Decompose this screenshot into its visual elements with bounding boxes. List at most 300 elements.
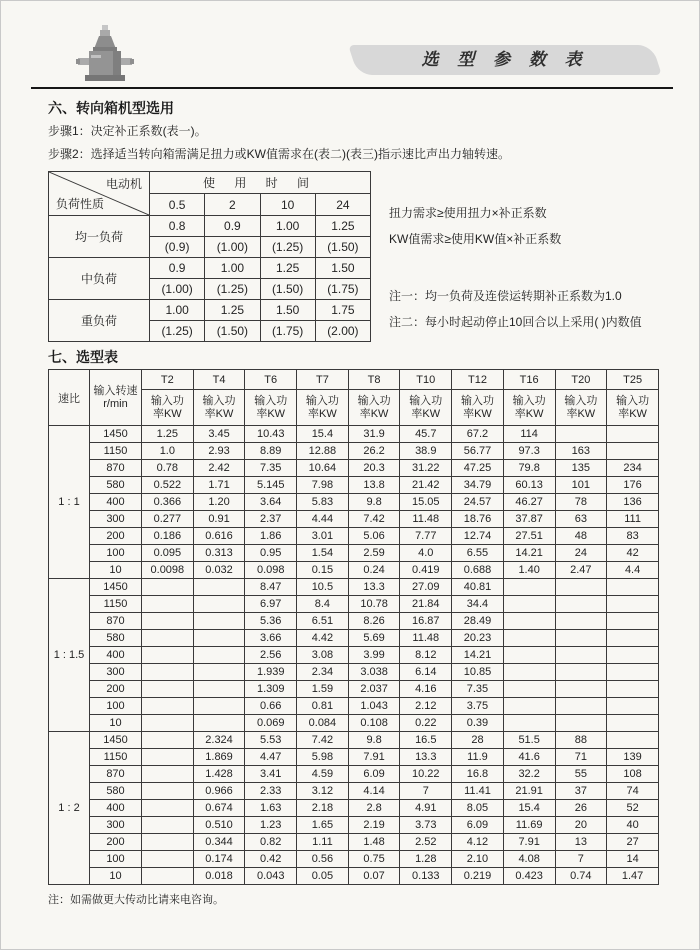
power-value: 2.33 (245, 783, 297, 800)
power-value: 12.88 (297, 443, 349, 460)
power-value (555, 715, 607, 732)
power-value: 16.5 (400, 732, 452, 749)
power-value: 74 (607, 783, 659, 800)
power-value (142, 783, 194, 800)
power-value: 0.522 (142, 477, 194, 494)
power-value: 3.73 (400, 817, 452, 834)
usage-hours-header: 10 (260, 194, 315, 216)
power-value: 5.53 (245, 732, 297, 749)
power-value: 88 (555, 732, 607, 749)
selection-row (49, 817, 659, 834)
factor-value-paren: (1.00) (150, 279, 205, 300)
power-value (607, 426, 659, 443)
power-value (607, 443, 659, 460)
power-value: 18.76 (452, 511, 504, 528)
power-value (142, 630, 194, 647)
input-power-header: 输入功 率KW (503, 390, 555, 426)
factor-table-notes (389, 283, 642, 335)
power-value (555, 698, 607, 715)
ratio-label: 1 : 2 (49, 732, 90, 885)
power-value (193, 681, 245, 698)
factor-row (49, 258, 371, 279)
power-value (503, 596, 555, 613)
power-value: 3.45 (193, 426, 245, 443)
power-value: 10.85 (452, 664, 504, 681)
selection-row (49, 647, 659, 664)
power-value: 0.81 (297, 698, 349, 715)
power-value: 4.44 (297, 511, 349, 528)
section6-step1: 步骤1：决定补正系数(表一)。 (48, 124, 207, 138)
power-value (607, 630, 659, 647)
input-power-header: 输入功 率KW (452, 390, 504, 426)
power-value: 4.47 (245, 749, 297, 766)
power-value: 3.12 (297, 783, 349, 800)
power-value: 3.038 (348, 664, 400, 681)
power-value: 16.8 (452, 766, 504, 783)
factor-value: 1.25 (315, 216, 370, 237)
power-value: 7.42 (348, 511, 400, 528)
power-value: 135 (555, 460, 607, 477)
power-value: 20.23 (452, 630, 504, 647)
factor-value: 1.00 (260, 216, 315, 237)
power-value (193, 664, 245, 681)
model-header-t12: T12 (452, 370, 504, 390)
corner-label-load: 负荷性质 (56, 197, 105, 211)
factor-value: 1.00 (150, 300, 205, 321)
model-header-t8: T8 (348, 370, 400, 390)
input-speed-value: 870 (90, 613, 142, 630)
power-value: 176 (607, 477, 659, 494)
power-value: 16.87 (400, 613, 452, 630)
power-value: 8.26 (348, 613, 400, 630)
header-divider (31, 87, 673, 89)
power-value: 0.277 (142, 511, 194, 528)
gearbox-product-photo (74, 25, 136, 87)
power-value: 6.14 (400, 664, 452, 681)
power-value: 21.84 (400, 596, 452, 613)
factor-row (49, 300, 371, 321)
power-value: 1.65 (297, 817, 349, 834)
power-value: 0.688 (452, 562, 504, 579)
power-value: 15.4 (503, 800, 555, 817)
power-value (142, 613, 194, 630)
selection-row (49, 494, 659, 511)
power-value: 10.5 (297, 579, 349, 596)
power-value (555, 664, 607, 681)
page-title-banner (348, 45, 662, 75)
section6-step2: 步骤2：选择适当转向箱需满足扭力或KW值需求在(表二)(表三)指示速比声出力轴转速。 (48, 147, 510, 161)
requirement-formulas (389, 200, 561, 252)
power-value: 0.56 (297, 851, 349, 868)
note-2: 注二：每小时起动停止10回合以上采用( )内数值 (389, 315, 642, 329)
power-value: 2.59 (348, 545, 400, 562)
selection-row (49, 528, 659, 545)
power-value: 3.41 (245, 766, 297, 783)
input-power-header: 输入功 率KW (348, 390, 400, 426)
input-speed-value: 400 (90, 647, 142, 664)
model-header-t4: T4 (193, 370, 245, 390)
power-value (193, 613, 245, 630)
power-value: 31.22 (400, 460, 452, 477)
input-speed-value: 300 (90, 817, 142, 834)
power-value: 15.05 (400, 494, 452, 511)
input-speed-value: 10 (90, 562, 142, 579)
selection-row (49, 800, 659, 817)
power-value: 83 (607, 528, 659, 545)
power-value: 163 (555, 443, 607, 460)
ratio-label: 1 : 1 (49, 426, 90, 579)
power-value: 47.25 (452, 460, 504, 477)
power-value: 8.47 (245, 579, 297, 596)
power-value (142, 749, 194, 766)
power-value: 0.098 (245, 562, 297, 579)
power-value: 2.324 (193, 732, 245, 749)
power-value: 78 (555, 494, 607, 511)
input-power-header: 输入功 率KW (607, 390, 659, 426)
power-value: 0.24 (348, 562, 400, 579)
power-value (193, 698, 245, 715)
selection-row (49, 664, 659, 681)
power-value: 2.52 (400, 834, 452, 851)
factor-value: 1.25 (205, 300, 260, 321)
load-type-label: 中负荷 (49, 258, 150, 300)
power-value: 6.51 (297, 613, 349, 630)
factor-value-paren: (2.00) (315, 321, 370, 342)
power-value: 5.83 (297, 494, 349, 511)
power-value: 1.428 (193, 766, 245, 783)
power-value (555, 579, 607, 596)
selection-row (49, 698, 659, 715)
power-value: 15.4 (297, 426, 349, 443)
power-value: 31.9 (348, 426, 400, 443)
input-power-header: 输入功 率KW (400, 390, 452, 426)
power-value: 71 (555, 749, 607, 766)
power-value: 0.674 (193, 800, 245, 817)
power-value: 14.21 (503, 545, 555, 562)
selection-row (49, 732, 659, 749)
power-value: 97.3 (503, 443, 555, 460)
power-value (503, 579, 555, 596)
power-value: 0.419 (400, 562, 452, 579)
power-value: 3.01 (297, 528, 349, 545)
input-power-header: 输入功 率KW (297, 390, 349, 426)
power-value: 46.27 (503, 494, 555, 511)
power-value: 1.25 (142, 426, 194, 443)
selection-row (49, 545, 659, 562)
load-type-label: 均一负荷 (49, 216, 150, 258)
power-value: 136 (607, 494, 659, 511)
power-value: 4.0 (400, 545, 452, 562)
power-value: 0.084 (297, 715, 349, 732)
power-value (503, 647, 555, 664)
power-value (555, 613, 607, 630)
model-header-t16: T16 (503, 370, 555, 390)
power-value (142, 647, 194, 664)
power-value: 1.48 (348, 834, 400, 851)
power-value: 24.57 (452, 494, 504, 511)
power-value (607, 579, 659, 596)
power-value: 108 (607, 766, 659, 783)
selection-row (49, 681, 659, 698)
section7-heading: 七、选型表 (48, 349, 118, 365)
power-value (193, 579, 245, 596)
selection-row (49, 579, 659, 596)
power-value (193, 715, 245, 732)
input-speed-value: 10 (90, 715, 142, 732)
power-value: 0.95 (245, 545, 297, 562)
selection-row (49, 851, 659, 868)
power-value: 4.08 (503, 851, 555, 868)
power-value: 0.616 (193, 528, 245, 545)
selection-row (49, 443, 659, 460)
power-value: 0.74 (555, 868, 607, 885)
power-value: 8.89 (245, 443, 297, 460)
input-speed-value: 1450 (90, 579, 142, 596)
usage-time-header: 使 用 时 间 (150, 172, 371, 194)
usage-hours-header: 24 (315, 194, 370, 216)
note-1: 注一：均一负荷及连偿运转期补正系数为1.0 (389, 289, 622, 303)
power-value: 6.09 (452, 817, 504, 834)
power-value: 0.07 (348, 868, 400, 885)
power-value: 40.81 (452, 579, 504, 596)
power-value: 5.145 (245, 477, 297, 494)
power-value: 0.39 (452, 715, 504, 732)
ratio-column-header: 速比 (49, 370, 90, 426)
power-value: 4.16 (400, 681, 452, 698)
power-value: 114 (503, 426, 555, 443)
power-value: 2.34 (297, 664, 349, 681)
power-value: 0.0098 (142, 562, 194, 579)
input-speed-value: 300 (90, 664, 142, 681)
power-value: 0.91 (193, 511, 245, 528)
power-value: 79.8 (503, 460, 555, 477)
power-value: 0.22 (400, 715, 452, 732)
power-value: 8.4 (297, 596, 349, 613)
power-value (142, 817, 194, 834)
input-speed-value: 1450 (90, 732, 142, 749)
power-value: 27.09 (400, 579, 452, 596)
power-value: 2.37 (245, 511, 297, 528)
power-value: 2.037 (348, 681, 400, 698)
selection-table (48, 369, 659, 885)
factor-value-paren: (1.50) (205, 321, 260, 342)
power-value: 8.12 (400, 647, 452, 664)
input-power-header: 输入功 率KW (193, 390, 245, 426)
power-value: 56.77 (452, 443, 504, 460)
input-speed-value: 100 (90, 851, 142, 868)
selection-row (49, 868, 659, 885)
power-value (607, 613, 659, 630)
power-value: 0.423 (503, 868, 555, 885)
factor-value: 1.25 (260, 258, 315, 279)
power-value (142, 868, 194, 885)
selection-row (49, 783, 659, 800)
power-value: 1.309 (245, 681, 297, 698)
factor-value: 0.9 (205, 216, 260, 237)
power-value: 0.82 (245, 834, 297, 851)
power-value: 26.2 (348, 443, 400, 460)
power-value: 28 (452, 732, 504, 749)
power-value: 11.9 (452, 749, 504, 766)
factor-value-paren: (1.50) (315, 237, 370, 258)
power-value: 14.21 (452, 647, 504, 664)
power-value (142, 579, 194, 596)
power-value: 6.09 (348, 766, 400, 783)
power-value: 20.3 (348, 460, 400, 477)
power-value: 2.56 (245, 647, 297, 664)
power-value: 0.219 (452, 868, 504, 885)
model-header-t20: T20 (555, 370, 607, 390)
power-value (607, 596, 659, 613)
model-header-row (49, 370, 659, 390)
power-value: 38.9 (400, 443, 452, 460)
power-value (142, 851, 194, 868)
power-value: 6.55 (452, 545, 504, 562)
input-speed-value: 1150 (90, 596, 142, 613)
power-value: 13.3 (348, 579, 400, 596)
power-value: 4.12 (452, 834, 504, 851)
power-value: 3.66 (245, 630, 297, 647)
power-value: 24 (555, 545, 607, 562)
power-value: 1.86 (245, 528, 297, 545)
power-value: 63 (555, 511, 607, 528)
factor-value-paren: (1.00) (205, 237, 260, 258)
factor-value-paren: (1.25) (260, 237, 315, 258)
power-value: 7.35 (245, 460, 297, 477)
power-value: 2.18 (297, 800, 349, 817)
input-speed-value: 580 (90, 783, 142, 800)
factor-value-paren: (1.75) (315, 279, 370, 300)
power-value: 48 (555, 528, 607, 545)
selection-row (49, 749, 659, 766)
power-value: 13.8 (348, 477, 400, 494)
factor-value: 1.50 (260, 300, 315, 321)
power-value (142, 715, 194, 732)
input-speed-value: 200 (90, 528, 142, 545)
power-value: 1.23 (245, 817, 297, 834)
power-value: 4.4 (607, 562, 659, 579)
power-value: 27 (607, 834, 659, 851)
power-value: 0.069 (245, 715, 297, 732)
power-value: 139 (607, 749, 659, 766)
input-speed-value: 200 (90, 834, 142, 851)
power-value: 7.98 (297, 477, 349, 494)
power-value: 4.42 (297, 630, 349, 647)
power-value: 67.2 (452, 426, 504, 443)
power-value: 0.78 (142, 460, 194, 477)
power-value (142, 766, 194, 783)
power-value: 1.869 (193, 749, 245, 766)
power-value: 27.51 (503, 528, 555, 545)
selection-row (49, 596, 659, 613)
power-value: 1.47 (607, 868, 659, 885)
power-value: 52 (607, 800, 659, 817)
input-speed-value: 580 (90, 477, 142, 494)
load-type-label: 重负荷 (49, 300, 150, 342)
power-value: 11.69 (503, 817, 555, 834)
selection-row (49, 766, 659, 783)
input-speed-value: 1150 (90, 749, 142, 766)
power-value (607, 732, 659, 749)
power-value: 14 (607, 851, 659, 868)
power-value: 2.12 (400, 698, 452, 715)
power-value: 0.966 (193, 783, 245, 800)
power-value: 28.49 (452, 613, 504, 630)
power-value: 0.344 (193, 834, 245, 851)
model-header-t2: T2 (142, 370, 194, 390)
power-value: 2.47 (555, 562, 607, 579)
power-value: 55 (555, 766, 607, 783)
power-value (555, 630, 607, 647)
power-value: 26 (555, 800, 607, 817)
power-value: 111 (607, 511, 659, 528)
selection-row (49, 460, 659, 477)
power-value: 5.98 (297, 749, 349, 766)
power-value: 7.91 (503, 834, 555, 851)
factor-header-row (49, 172, 371, 194)
footer-note: 注：如需做更大传动比请来电咨询。 (48, 894, 224, 906)
power-value (193, 647, 245, 664)
selection-row (49, 562, 659, 579)
power-value: 0.174 (193, 851, 245, 868)
input-power-header: 输入功 率KW (245, 390, 297, 426)
power-value: 40 (607, 817, 659, 834)
input-speed-value: 10 (90, 868, 142, 885)
corner-label-motor: 电动机 (105, 177, 142, 191)
torque-formula: 扭力需求≥使用扭力×补正系数 (389, 206, 547, 220)
power-value: 0.75 (348, 851, 400, 868)
power-value: 4.91 (400, 800, 452, 817)
power-value: 4.14 (348, 783, 400, 800)
power-value: 2.42 (193, 460, 245, 477)
usage-hours-header: 0.5 (150, 194, 205, 216)
correction-factor-table (48, 171, 371, 342)
factor-corner-cell (49, 172, 150, 216)
input-speed-value: 400 (90, 494, 142, 511)
power-value: 1.20 (193, 494, 245, 511)
input-speed-label: 输入转速 (93, 384, 138, 397)
power-value: 7.91 (348, 749, 400, 766)
power-value: 0.42 (245, 851, 297, 868)
input-speed-value: 1450 (90, 426, 142, 443)
power-value: 6.97 (245, 596, 297, 613)
power-value: 7.35 (452, 681, 504, 698)
power-value: 10.22 (400, 766, 452, 783)
power-value: 5.36 (245, 613, 297, 630)
power-value: 3.75 (452, 698, 504, 715)
power-value: 0.108 (348, 715, 400, 732)
power-value: 1.63 (245, 800, 297, 817)
selection-row (49, 715, 659, 732)
power-value: 4.59 (297, 766, 349, 783)
model-header-t6: T6 (245, 370, 297, 390)
power-value: 1.71 (193, 477, 245, 494)
power-value (193, 596, 245, 613)
input-speed-value: 580 (90, 630, 142, 647)
input-power-header: 输入功 率KW (142, 390, 194, 426)
power-value: 7 (555, 851, 607, 868)
power-value (503, 664, 555, 681)
power-value: 1.59 (297, 681, 349, 698)
input-speed-value: 100 (90, 698, 142, 715)
power-value (142, 800, 194, 817)
power-value: 0.313 (193, 545, 245, 562)
power-value (503, 715, 555, 732)
power-value: 1.54 (297, 545, 349, 562)
power-value: 0.018 (193, 868, 245, 885)
power-value (555, 426, 607, 443)
power-value: 3.64 (245, 494, 297, 511)
